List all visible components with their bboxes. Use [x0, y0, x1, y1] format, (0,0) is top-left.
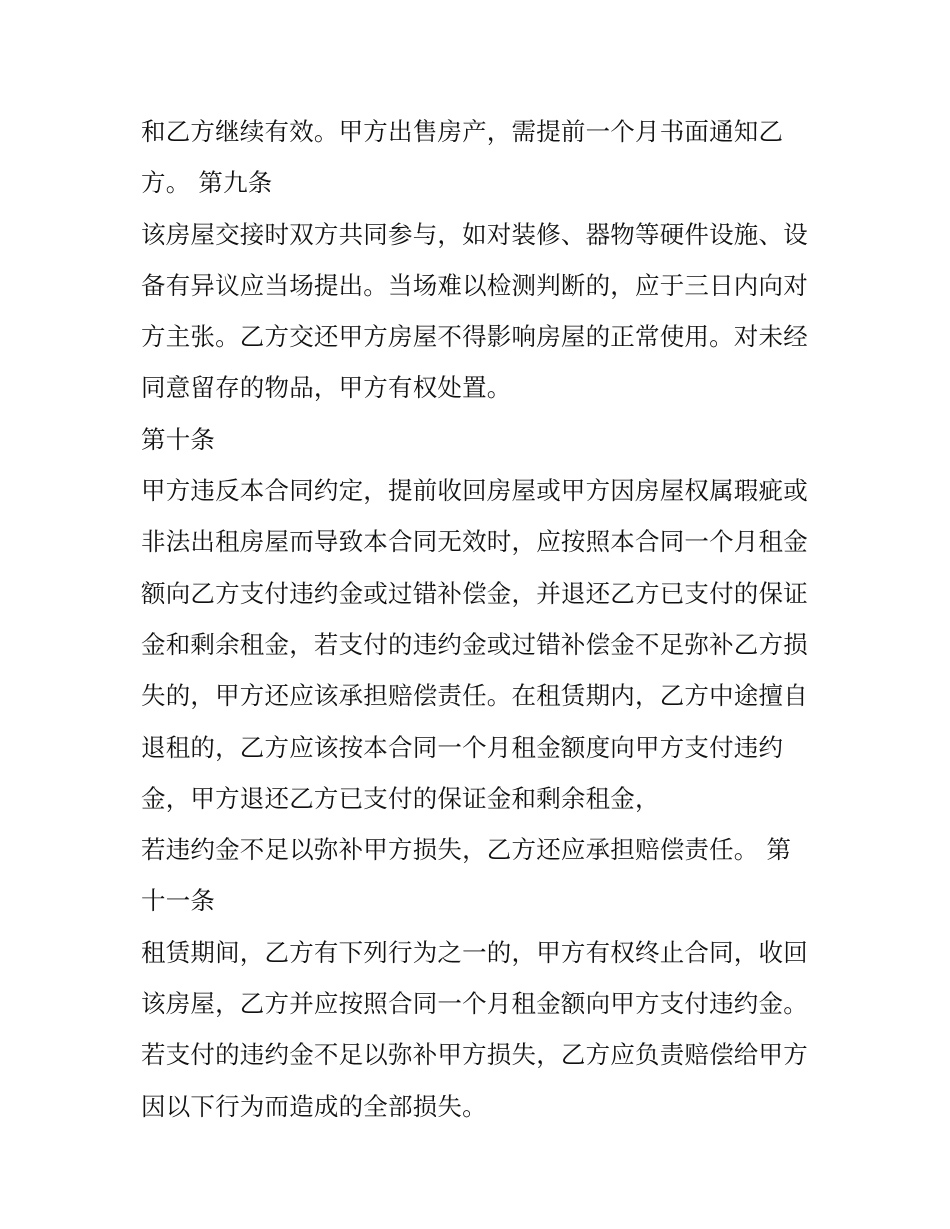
text-line: 失的，甲方还应该承担赔偿责任。在租赁期内，乙方中途擅自 [141, 681, 808, 711]
section-heading-line: 十一条 [141, 886, 216, 916]
text-line: 方主张。乙方交还甲方房屋不得影响房屋的正常使用。对未经 [141, 322, 808, 352]
section-heading-line: 方。 第九条 [141, 168, 273, 198]
text-line: 同意留存的物品，甲方有权处置。 [141, 373, 512, 403]
text-line: 金，甲方退还乙方已支付的保证金和剩余租金， [141, 783, 660, 813]
text-line: 和乙方继续有效。甲方出售房产，需提前一个月书面通知乙 [141, 117, 784, 146]
text-line: 备有异议应当场提出。当场难以检测判断的，应于三日内向对 [141, 270, 808, 300]
text-line: 该房屋交接时双方共同参与，如对装修、器物等硬件设施、设 [141, 219, 808, 249]
text-line: 额向乙方支付违约金或过错补偿金，并退还乙方已支付的保证 [141, 578, 808, 608]
text-line: 因以下行为而造成的全部损失。 [141, 1091, 487, 1121]
text-line: 若支付的违约金不足以弥补甲方损失，乙方应负责赔偿给甲方 [141, 1040, 808, 1070]
text-line: 租赁期间，乙方有下列行为之一的，甲方有权终止合同，收回 [141, 937, 808, 967]
text-line: 退租的，乙方应该按本合同一个月租金额度向甲方支付违约 [141, 732, 784, 762]
text-line: 金和剩余租金，若支付的违约金或过错补偿金不足弥补乙方损 [141, 629, 808, 659]
text-line: 非法出租房屋而导致本合同无效时，应按照本合同一个月租金 [141, 527, 808, 557]
section-heading-line: 第十条 [141, 424, 216, 454]
text-line: 该房屋，乙方并应按照合同一个月租金额向甲方支付违约金。 [141, 989, 808, 1019]
text-line: 甲方违反本合同约定，提前收回房屋或甲方因房屋权属瑕疵或 [141, 476, 808, 506]
contract-body-text [141, 106, 841, 1132]
text-line: 若违约金不足以弥补甲方损失，乙方还应承担赔偿责任。 第 [141, 835, 792, 865]
